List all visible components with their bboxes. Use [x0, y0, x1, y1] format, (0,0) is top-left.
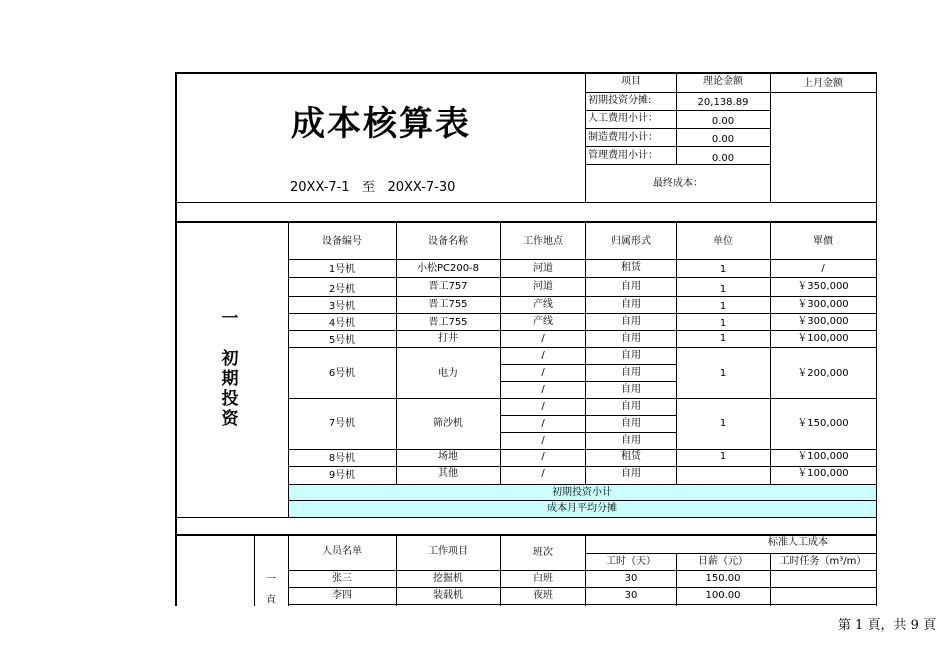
- cell-price: ￥350,000: [797, 281, 849, 292]
- grid-line: [676, 553, 677, 606]
- col-header-days: 工时（天）: [606, 556, 656, 567]
- cell-name: 晋工757: [428, 281, 468, 292]
- section1-label-char: 投: [221, 389, 239, 409]
- grid-line: [876, 72, 877, 606]
- date-from: 20XX-7-1: [290, 180, 350, 195]
- grid-line: [288, 449, 876, 450]
- grid-line: [254, 535, 255, 606]
- cell-no: 1号机: [328, 264, 356, 275]
- cell-place: /: [541, 367, 545, 378]
- grid-line: [396, 222, 397, 484]
- cell-person: 李四: [332, 590, 352, 601]
- cell-place: 产线: [533, 299, 553, 310]
- grid-line: [586, 164, 770, 165]
- cell-own: 自用: [621, 350, 641, 361]
- grid-line: [288, 500, 876, 501]
- grid-line: [288, 570, 876, 571]
- cell-own: 自用: [621, 281, 641, 292]
- cell-task: 挖掘机: [433, 573, 463, 584]
- cell-wage: 100.00: [705, 590, 741, 601]
- grid-line: [586, 146, 770, 147]
- cell-unit: 1: [719, 318, 727, 329]
- cell-own: 自用: [621, 468, 641, 479]
- grid-line: [288, 277, 876, 278]
- cell-no: 4号机: [328, 318, 356, 329]
- cell-place: /: [541, 468, 545, 479]
- monthly-avg-label: 成本月平均分摊: [547, 503, 617, 514]
- cell-name: 筛沙机: [433, 418, 463, 429]
- cell-own: 自用: [621, 418, 641, 429]
- col-header-unit: 单位: [713, 236, 733, 247]
- grid-line: [288, 313, 876, 314]
- cell-place: 产线: [533, 316, 553, 327]
- cell-unit: 1: [719, 284, 727, 295]
- grid-line: [288, 296, 876, 297]
- date-to: 20XX-7-30: [387, 180, 456, 195]
- col-header-person: 人员名单: [322, 546, 362, 557]
- grid-line: [288, 604, 876, 605]
- col-header-shift: 班次: [533, 547, 553, 558]
- section1-label-char: 资: [221, 409, 239, 429]
- cell-no: 7号机: [328, 418, 356, 429]
- grid-line: [770, 222, 771, 484]
- cell-place: 河道: [533, 281, 553, 292]
- grid-line: [586, 128, 770, 129]
- cell-price: ￥100,000: [797, 333, 849, 344]
- grid-line: [175, 72, 177, 606]
- cell-no: 9号机: [328, 470, 356, 481]
- cell-own: 租赁: [621, 451, 641, 462]
- date-range: [290, 176, 455, 195]
- cell-price: ￥200,000: [797, 368, 849, 379]
- cell-days: 30: [624, 573, 638, 584]
- grid-line: [175, 221, 877, 223]
- section1-label-char: 期: [221, 369, 239, 389]
- summary-header-last-month: 上月金额: [803, 78, 843, 89]
- cell-name: 其他: [438, 468, 458, 479]
- grid-line: [676, 72, 677, 164]
- cell-place: /: [541, 350, 545, 361]
- sheet-title: 成本核算表: [291, 104, 471, 144]
- col-header-wage: 日薪（元）: [698, 556, 748, 567]
- summary-label: 管理费用小计：: [588, 150, 658, 161]
- cell-shift: 夜班: [533, 590, 553, 601]
- col-header-task: 工作项目: [428, 546, 468, 557]
- cell-task: 装载机: [433, 590, 463, 601]
- cell-unit: 1: [719, 333, 727, 344]
- grid-line: [288, 259, 876, 260]
- grid-line: [288, 222, 289, 517]
- col-header-equipment-name: 设备名称: [428, 236, 468, 247]
- grid-line: [175, 72, 877, 74]
- cell-days: 30: [624, 590, 638, 601]
- cell-person: 张三: [332, 573, 352, 584]
- cell-place: /: [541, 384, 545, 395]
- summary-label: 初期投资分摊:: [588, 95, 652, 106]
- cell-unit: 1: [719, 451, 727, 462]
- summary-header-item: 项目: [621, 76, 641, 87]
- grid-line: [500, 381, 676, 382]
- cell-name: 小松PC200-8: [416, 263, 480, 274]
- grid-line: [586, 553, 876, 554]
- grid-line: [288, 347, 876, 348]
- cell-place: 河道: [533, 263, 553, 274]
- cell-own: 租赁: [621, 262, 641, 273]
- section2-sub-char: 直: [266, 595, 276, 603]
- cell-no: 6号机: [328, 368, 356, 379]
- grid-line: [175, 202, 877, 203]
- grid-line: [288, 330, 876, 331]
- summary-value: 0.00: [711, 134, 735, 145]
- col-header-location: 工作地点: [523, 236, 563, 247]
- cell-name: 电力: [438, 368, 458, 379]
- cell-name: 晋工755: [428, 317, 468, 328]
- cell-own: 自用: [621, 384, 641, 395]
- cell-name: 场地: [438, 451, 458, 462]
- cell-place: /: [541, 333, 545, 344]
- grid-line: [585, 222, 586, 484]
- cell-unit: 1: [719, 301, 727, 312]
- cell-own: 自用: [621, 401, 641, 412]
- grid-line: [586, 110, 770, 111]
- section1-label-char: 初: [221, 349, 239, 369]
- grid-line: [586, 92, 876, 93]
- final-cost-label: 最终成本：: [653, 178, 703, 189]
- cell-unit: 1: [719, 368, 727, 379]
- cell-no: 5号机: [328, 335, 356, 346]
- date-separator: 至: [362, 180, 376, 195]
- cell-place: /: [541, 451, 545, 462]
- grid-line: [500, 415, 676, 416]
- section1-number: 一: [221, 309, 239, 329]
- cell-name: 打井: [438, 333, 458, 344]
- cell-price: /: [821, 263, 825, 274]
- grid-line: [500, 432, 676, 433]
- cell-place: /: [541, 401, 545, 412]
- summary-value: 0.00: [711, 153, 735, 164]
- cell-unit: 1: [719, 418, 727, 429]
- cell-no: 2号机: [328, 284, 356, 295]
- page-footer: 第 1 頁，共 9 頁: [837, 618, 936, 633]
- col-header-quota: 工时任务（m³/m）: [779, 556, 867, 567]
- grid-line: [500, 364, 676, 365]
- grid-line: [175, 517, 877, 518]
- grid-line: [500, 222, 501, 484]
- cell-shift: 白班: [533, 573, 553, 584]
- cell-price: ￥100,000: [797, 451, 849, 462]
- grid-line: [770, 553, 771, 606]
- grid-line: [288, 466, 876, 467]
- col-header-equipment-no: 设备编号: [322, 236, 362, 247]
- col-header-price: 單價: [813, 236, 833, 247]
- grid-line: [288, 398, 876, 399]
- summary-value: 0.00: [711, 116, 735, 127]
- cell-price: ￥100,000: [797, 468, 849, 479]
- cell-price: ￥150,000: [797, 418, 849, 429]
- summary-label: 制造费用小计：: [588, 132, 658, 143]
- cell-own: 自用: [621, 435, 641, 446]
- cell-price: ￥300,000: [797, 299, 849, 310]
- summary-label: 人工费用小计：: [588, 113, 658, 124]
- col-header-std-cost: 标准人工成本: [768, 537, 828, 548]
- grid-line: [676, 222, 677, 484]
- cell-no: 8号机: [328, 453, 356, 464]
- cell-place: /: [541, 418, 545, 429]
- grid-line: [288, 484, 876, 485]
- cell-wage: 150.00: [705, 573, 741, 584]
- grid-line: [288, 587, 876, 588]
- cell-no: 3号机: [328, 301, 356, 312]
- col-header-ownership: 归属形式: [611, 236, 651, 247]
- summary-value: 20,138.89: [697, 97, 749, 108]
- subtotal-label: 初期投资小计: [552, 487, 612, 498]
- summary-header-theory: 理论金额: [703, 76, 743, 87]
- cell-own: 自用: [621, 316, 641, 327]
- cell-name: 晋工755: [428, 299, 468, 310]
- cell-own: 自用: [621, 367, 641, 378]
- cell-price: ￥300,000: [797, 316, 849, 327]
- section2-sub-number: 一: [266, 574, 276, 585]
- cell-place: /: [541, 435, 545, 446]
- cell-own: 自用: [621, 333, 641, 344]
- cell-own: 自用: [621, 299, 641, 310]
- cell-unit: 1: [719, 264, 727, 275]
- grid-line: [175, 534, 877, 536]
